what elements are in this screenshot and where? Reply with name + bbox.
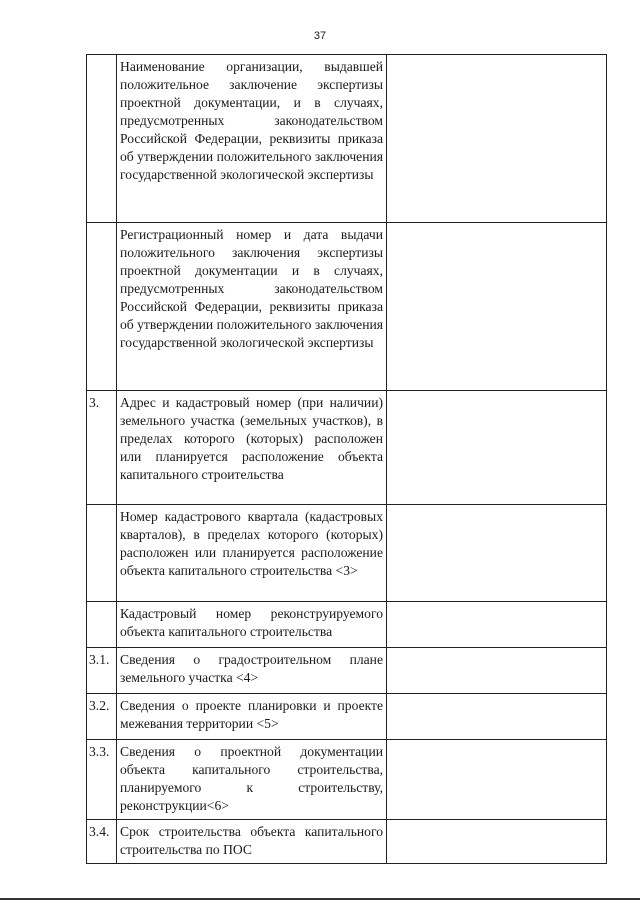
row-label: Кадастровый номер реконструируемого объекта капитального строительства bbox=[117, 602, 387, 648]
row-value-cell bbox=[387, 694, 607, 740]
row-label: Сведения о проектной документации объекта капитального строительства, планируемого к строительству, реконструкции<6> bbox=[117, 740, 387, 820]
row-number: 3.1. bbox=[87, 648, 117, 694]
row-number: 3.4. bbox=[87, 820, 117, 864]
table-row bbox=[87, 505, 607, 602]
table-row bbox=[87, 740, 607, 820]
row-number bbox=[87, 55, 117, 223]
row-value-cell bbox=[387, 820, 607, 864]
row-number bbox=[87, 223, 117, 391]
row-label: Адрес и кадастровый номер (при наличии) земельного участка (земельных участков), в пределах которого (которых) расположен или планируется расположение объекта капитального строительства bbox=[117, 391, 387, 505]
page-number: 37 bbox=[313, 30, 327, 42]
scan-bottom-edge bbox=[0, 898, 640, 900]
table-row bbox=[87, 391, 607, 505]
table-row bbox=[87, 694, 607, 740]
table-row bbox=[87, 602, 607, 648]
row-value-cell bbox=[387, 602, 607, 648]
table-row bbox=[87, 55, 607, 223]
row-label: Регистрационный номер и дата выдачи положительного заключения экспертизы проектной документации и в случаях, предусмотренных законодательством Российской Федерации, реквизиты приказа об утверждении положительного заключения государственной экологической экспертизы bbox=[117, 223, 387, 391]
row-number bbox=[87, 505, 117, 602]
row-value-cell bbox=[387, 391, 607, 505]
row-value-cell bbox=[387, 740, 607, 820]
row-value-cell bbox=[387, 55, 607, 223]
table-row bbox=[87, 648, 607, 694]
row-label: Номер кадастрового квартала (кадастровых кварталов), в пределах которого (которых) расположен или планируется расположение объекта капитального строительства <3> bbox=[117, 505, 387, 602]
row-label: Наименование организации, выдавшей положительное заключение экспертизы проектной документации, и в случаях, предусмотренных законодательством Российской Федерации, реквизиты приказа об утверждении положительного заключения государственной экологической экспертизы bbox=[117, 55, 387, 223]
row-number: 3.2. bbox=[87, 694, 117, 740]
row-number bbox=[87, 602, 117, 648]
row-value-cell bbox=[387, 223, 607, 391]
row-number: 3.3. bbox=[87, 740, 117, 820]
table-row bbox=[87, 820, 607, 864]
table-row bbox=[87, 223, 607, 391]
row-label: Срок строительства объекта капитального строительства по ПОС bbox=[117, 820, 387, 864]
row-number: 3. bbox=[87, 391, 117, 505]
row-label: Сведения о градостроительном плане земельного участка <4> bbox=[117, 648, 387, 694]
row-value-cell bbox=[387, 648, 607, 694]
application-form-table bbox=[86, 54, 607, 864]
row-label: Сведения о проекте планировки и проекте межевания территории <5> bbox=[117, 694, 387, 740]
row-value-cell bbox=[387, 505, 607, 602]
